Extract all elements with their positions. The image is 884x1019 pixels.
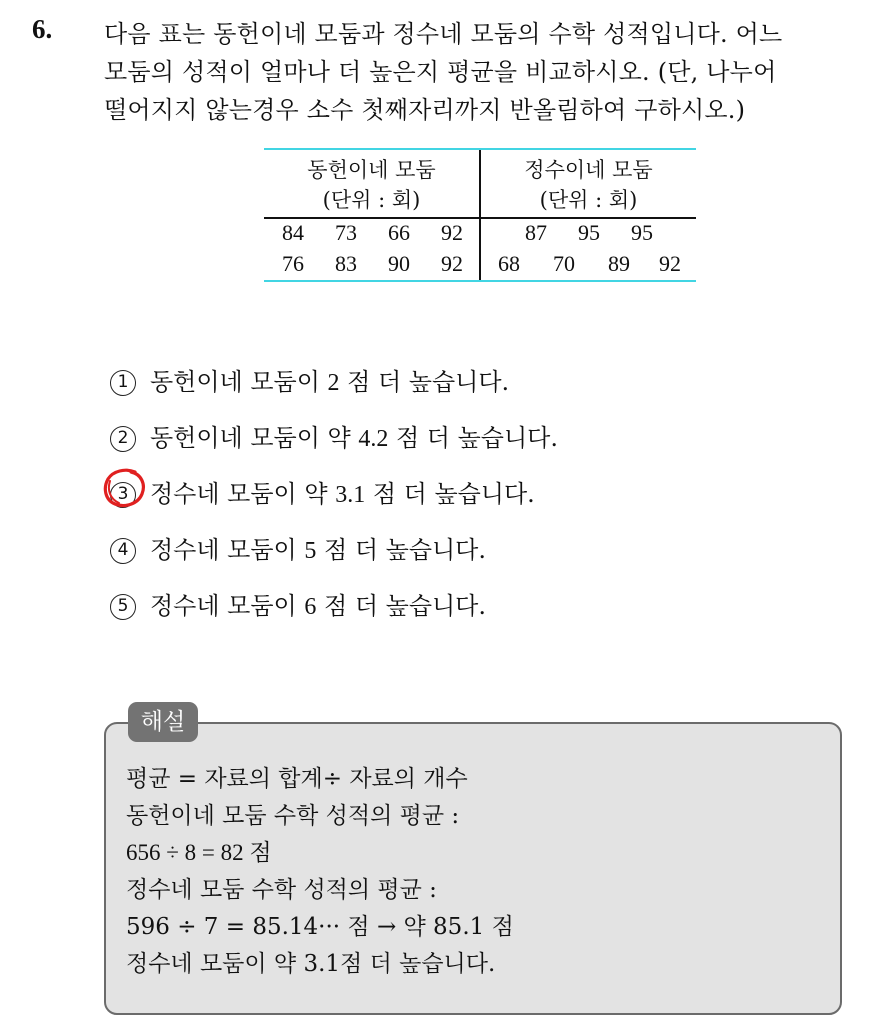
solution-line: 평균 = 자료의 합계÷ 자료의 개수 [126, 766, 468, 792]
option-text: 점 더 높습니다. [365, 480, 535, 508]
question-text-line-2: 모둠의 성적이 얼마나 더 높은지 평균을 비교하시오. (단, 나누어 [104, 58, 777, 86]
option-number-badge: 5 [110, 594, 136, 620]
table-cell: 76 [282, 251, 304, 276]
option-text: 동헌이네 모둠이 약 [150, 424, 359, 452]
table-cell: 83 [335, 251, 357, 276]
option-text: 점 더 높습니다. [339, 368, 510, 396]
table-unit-right: (단위 : 회) [539, 188, 638, 212]
option-text: 정수네 모둠이 [150, 592, 305, 620]
answer-selection-circle-icon [101, 466, 147, 510]
option-2[interactable] [110, 418, 558, 453]
table-cell: 84 [282, 220, 304, 245]
option-value: 2 [327, 370, 340, 396]
option-text: 점 더 높습니다. [316, 536, 486, 564]
table-header-divider [264, 217, 696, 219]
option-4[interactable] [110, 530, 486, 565]
option-value: 4.2 [358, 426, 389, 452]
table-cell: 68 [498, 251, 520, 276]
option-number-badge: 4 [110, 538, 136, 564]
table-cell: 87 [525, 220, 547, 245]
solution-line: 596 ÷ 7 = 85.14··· 점 → 약 85.1 점 [126, 914, 514, 940]
option-number-badge: 2 [110, 426, 136, 452]
option-value: 3.1 [335, 482, 366, 508]
option-text: 동헌이네 모둠이 [150, 368, 328, 396]
option-5[interactable] [110, 586, 486, 621]
table-unit-left: (단위 : 회) [322, 188, 421, 212]
option-text: 정수네 모둠이 [150, 536, 305, 564]
solution-line: 656 ÷ 8 = 82 점 [126, 840, 272, 865]
question-number: 6. [32, 14, 53, 44]
solution-label: 해설 [128, 702, 198, 742]
solution-line: 동헌이네 모둠 수학 성적의 평균 : [126, 803, 460, 829]
option-1[interactable] [110, 362, 509, 397]
solution-line: 정수네 모둠이 약 3.1점 더 높습니다. [126, 951, 496, 977]
question-text-line-3: 떨어지지 않는경우 소수 첫째자리까지 반올림하여 구하시오.) [104, 96, 746, 124]
solution-line: 정수네 모둠 수학 성적의 평균 : [126, 877, 437, 903]
option-3[interactable] [110, 474, 535, 509]
table-cell: 89 [608, 251, 630, 276]
table-cell: 70 [553, 251, 575, 276]
option-value: 5 [304, 538, 317, 564]
table-cell: 90 [388, 251, 410, 276]
table-cell: 92 [441, 220, 463, 245]
table-header-right: 정수이네 모둠 [524, 158, 653, 182]
score-table [264, 148, 696, 282]
option-number-badge: 3 [110, 482, 136, 508]
option-text: 정수네 모둠이 약 [150, 480, 336, 508]
table-cell: 95 [578, 220, 600, 245]
table-cell: 73 [335, 220, 357, 245]
option-text: 점 더 높습니다. [388, 424, 558, 452]
table-cell: 66 [388, 220, 410, 245]
table-header-left: 동헌이네 모둠 [307, 158, 436, 182]
table-cell: 95 [631, 220, 653, 245]
option-value: 6 [304, 594, 317, 620]
question-text-line-1: 다음 표는 동헌이네 모둠과 정수네 모둠의 수학 성적입니다. 어느 [104, 20, 783, 48]
option-text: 점 더 높습니다. [316, 592, 486, 620]
table-cell: 92 [441, 251, 463, 276]
table-cell: 92 [659, 251, 681, 276]
option-number-badge: 1 [110, 370, 136, 396]
